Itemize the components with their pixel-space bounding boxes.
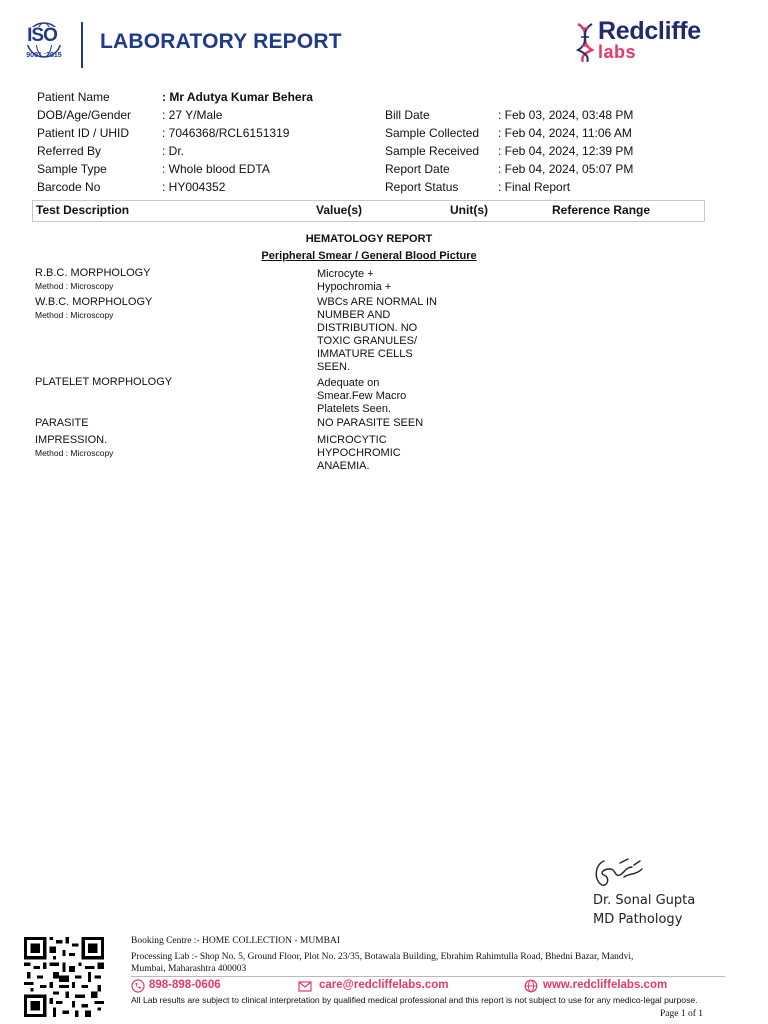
test-name-platelet: PLATELET MORPHOLOGY — [35, 376, 173, 388]
barcode-label: Barcode No — [37, 180, 101, 194]
email-icon — [298, 979, 312, 993]
contact-website[interactable]: www.redcliffelabs.com — [543, 979, 668, 991]
footer-divider — [131, 976, 725, 977]
signatory-name: Dr. Sonal Gupta — [593, 893, 696, 908]
processing-lab-line2: Mumbai, Maharashtra 400003 — [131, 964, 247, 974]
report-status-label: Report Status — [385, 180, 459, 194]
brand-logo-primary: Redcliffe — [598, 17, 701, 45]
patient-name-value: : Mr Adutya Kumar Behera — [162, 90, 313, 104]
patient-id-label: Patient ID / UHID — [37, 126, 130, 140]
result-line: Smear.Few Macro — [317, 390, 407, 402]
section-subtitle-text: Peripheral Smear / General Blood Picture — [261, 250, 477, 262]
sample-collected-value: : Feb 04, 2024, 11:06 AM — [498, 126, 632, 140]
result-line: ANAEMIA. — [317, 460, 370, 472]
test-result-platelet — [317, 377, 457, 416]
col-units: Unit(s) — [450, 203, 488, 217]
test-name-wbc: W.B.C. MORPHOLOGY — [35, 296, 153, 308]
globe-icon — [524, 979, 538, 993]
result-line: IMMATURE CELLS — [317, 348, 413, 360]
contact-email[interactable]: care@redcliffelabs.com — [319, 979, 449, 991]
barcode-value: : HY004352 — [162, 180, 226, 194]
header-divider — [81, 22, 83, 68]
booking-centre: Booking Centre :- HOME COLLECTION - MUMBAI — [131, 936, 340, 946]
test-name-rbc: R.B.C. MORPHOLOGY — [35, 267, 151, 279]
col-reference-range: Reference Range — [552, 203, 651, 217]
test-result-impression — [317, 434, 457, 473]
result-line: Adequate on — [317, 377, 380, 389]
dna-helix-icon — [574, 22, 596, 62]
iso-standard: 9001 :2015 — [26, 52, 62, 59]
test-method-impression: Method : Microscopy — [35, 448, 114, 458]
sample-type-value: : Whole blood EDTA — [162, 162, 270, 176]
dob-age-gender-label: DOB/Age/Gender — [37, 108, 132, 122]
result-line: Hypochromia + — [317, 281, 392, 293]
test-result-wbc — [317, 296, 457, 374]
section-title: HEMATOLOGY REPORT — [305, 233, 433, 245]
result-line: NO PARASITE SEEN — [317, 417, 424, 429]
test-method-wbc: Method : Microscopy — [35, 310, 114, 320]
referred-by-label: Referred By — [37, 144, 102, 158]
iso-mark: ISO — [22, 27, 62, 45]
result-line: HYPOCHROMIC — [317, 447, 401, 459]
result-line: MICROCYTIC — [317, 434, 387, 446]
legal-disclaimer: All Lab results are subject to clinical interpretation by qualified medical professional and this report is not subject to use for any medico-legal purpose. — [131, 995, 698, 1005]
page-number: Page 1 of 1 — [660, 1009, 704, 1019]
qr-code-icon — [24, 937, 104, 1017]
sample-received-value: : Feb 04, 2024, 12:39 PM — [498, 144, 634, 158]
referred-by-value: : Dr. — [162, 144, 185, 158]
col-values: Value(s) — [316, 203, 363, 217]
test-result-rbc — [317, 268, 457, 294]
result-line: SEEN. — [317, 361, 351, 373]
col-test-description: Test Description — [36, 203, 130, 217]
patient-name-label: Patient Name — [37, 90, 110, 104]
report-date-value: : Feb 04, 2024, 05:07 PM — [498, 162, 634, 176]
report-date-label: Report Date — [385, 162, 450, 176]
signatory-credential: MD Pathology — [593, 912, 683, 927]
signature-image — [590, 855, 650, 891]
result-line: Platelets Seen. — [317, 403, 391, 415]
test-name-parasite: PARASITE — [35, 417, 89, 429]
bill-date-value: : Feb 03, 2024, 03:48 PM — [498, 108, 634, 122]
report-status-value: : Final Report — [498, 180, 571, 194]
patient-id-value: : 7046368/RCL6151319 — [162, 126, 290, 140]
sample-received-label: Sample Received — [385, 144, 480, 158]
contact-phone[interactable]: 898-898-0606 — [149, 979, 221, 991]
report-title: LABORATORY REPORT — [100, 30, 342, 53]
phone-icon — [131, 979, 145, 993]
brand-logo-secondary: labs — [598, 42, 637, 62]
result-line: DISTRIBUTION. NO — [317, 322, 418, 334]
bill-date-label: Bill Date — [385, 108, 430, 122]
result-line: WBCs ARE NORMAL IN — [317, 296, 437, 308]
result-line: TOXIC GRANULES/ — [317, 335, 418, 347]
processing-lab-line1: Processing Lab :- Shop No. 5, Ground Floor, Plot No. 23/35, Botawala Building, Ebrahim Rahimtulla Road, Bhedni Bazar, Mandvi, — [131, 952, 634, 962]
test-name-impression: IMPRESSION. — [35, 434, 108, 446]
result-line: NUMBER AND — [317, 309, 391, 321]
test-result-parasite — [317, 417, 457, 430]
test-method-rbc: Method : Microscopy — [35, 281, 114, 291]
sample-type-label: Sample Type — [37, 162, 107, 176]
dob-age-gender-value: : 27 Y/Male — [162, 108, 223, 122]
result-line: Microcyte + — [317, 268, 374, 280]
section-subtitle — [0, 250, 738, 262]
sample-collected-label: Sample Collected — [385, 126, 480, 140]
